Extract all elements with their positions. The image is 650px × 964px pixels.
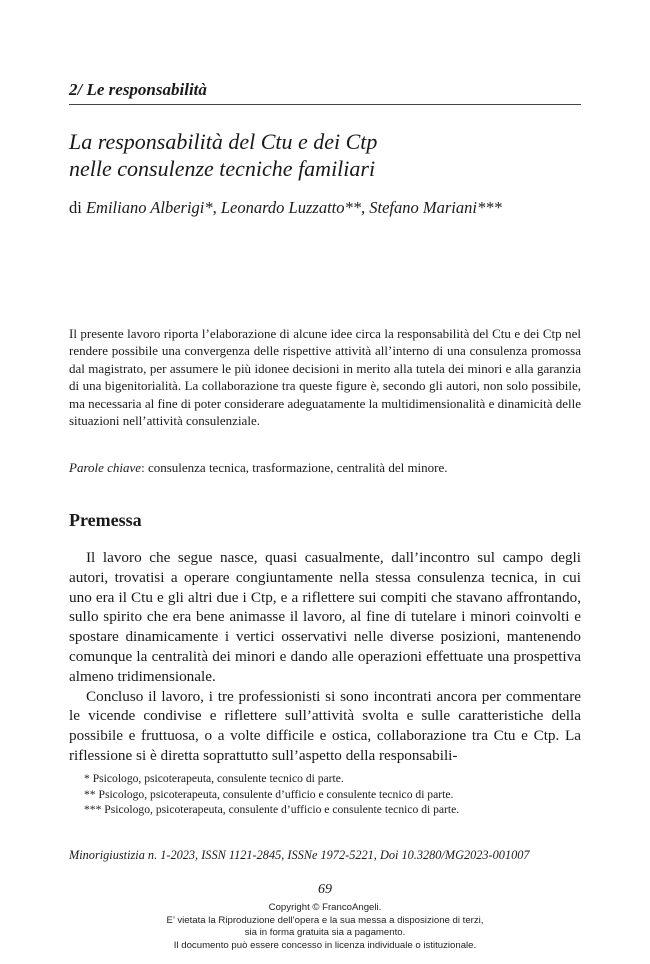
paragraph: Concluso il lavoro, i tre professionisti si sono incontrati ancora per commentare le vicende condivise e riflettere sull’attività svolta e sulle caratteristiche della possibile e fruttuosa, o a volte difficile e ostica, collaborazione tra Ctu e Ctp. La riflessione si è diretta soprattutto sull’aspetto della responsabili- (69, 687, 581, 764)
copyright-line: Copyright © FrancoAngeli. (268, 902, 382, 913)
article-title (69, 128, 581, 182)
copyright-line: E’ vietata la Riproduzione dell’opera e la sua messa a disposizione di terzi, (166, 914, 484, 926)
authors-prefix: di (69, 198, 82, 217)
footnotes (84, 771, 581, 818)
section-heading: Premessa (69, 510, 142, 530)
section-label: 2/ Le responsabilità (69, 80, 207, 99)
copyright-line: sia in forma gratuita sia a pagamento. (244, 927, 406, 939)
abstract: Il presente lavoro riporta l’elaborazione di alcune idee circa la responsabilità del Ctu e dei Ctp nel rendere possibile una convergenza delle rispettive attività all’interno di una consulenza promossa dal magistrato, per assumere le più idonee decisioni in merito alla tutela dei minori e alla garanzia di una bigenitorialità. La collaborazione tra queste figure è, secondo gli autori, non solo possibile, ma necessaria al fine di poter considerare adeguatamente la multidimensionalità e dinamicità delle situazioni nell’attività consulenziale. (69, 326, 581, 429)
authors-line (69, 198, 581, 218)
keywords-text: : consulenza tecnica, trasformazione, centralità del minore. (141, 460, 448, 475)
title-line-1: La responsabilità del Ctu e dei Ctp (69, 129, 378, 154)
journal-citation: Minorigiustizia n. 1-2023, ISSN 1121-2845, ISSNe 1972-5221, Doi 10.3280/MG2023-001007 (69, 848, 530, 862)
footnote: *** Psicologo, psicoterapeuta, consulente d’ufficio e consulente tecnico di parte. (84, 803, 460, 817)
keywords (69, 460, 581, 476)
body-text (69, 548, 581, 766)
copyright-line: Il documento può essere concesso in licenza individuale o istituzionale. (173, 939, 477, 951)
keywords-label: Parole chiave (69, 460, 142, 475)
title-line-2: nelle consulenze tecniche familiari (69, 156, 376, 181)
copyright-notice (0, 902, 650, 952)
paragraph: Il lavoro che segue nasce, quasi casualmente, dall’incontro sul campo degli autori, trovatisi a operare congiuntamente nella stessa consulenza tecnica, in cui uno era il Ctu e gli altri due i Ctp, e a riflettere sui compiti che stavano affrontando, sullo spirito che era bene animasse il lavoro, al fine di tutelare i minori coinvolti e spostare dinamicamente i vertici osservativi nelle diverse posizioni, mantenendo comunque la centralità dei minori e dando alle operazioni effettuate una prospettiva almeno tridimensionale. (69, 549, 581, 685)
footnote: ** Psicologo, psicoterapeuta, consulente d’ufficio e consulente tecnico di parte. (84, 787, 454, 801)
footnote: * Psicologo, psicoterapeuta, consulente tecnico di parte. (84, 772, 344, 785)
page-number: 69 (318, 882, 332, 897)
author-names: Emiliano Alberigi*, Leonardo Luzzatto**, Stefano Mariani*** (85, 198, 502, 217)
page (69, 0, 581, 964)
header-rule (69, 104, 581, 105)
